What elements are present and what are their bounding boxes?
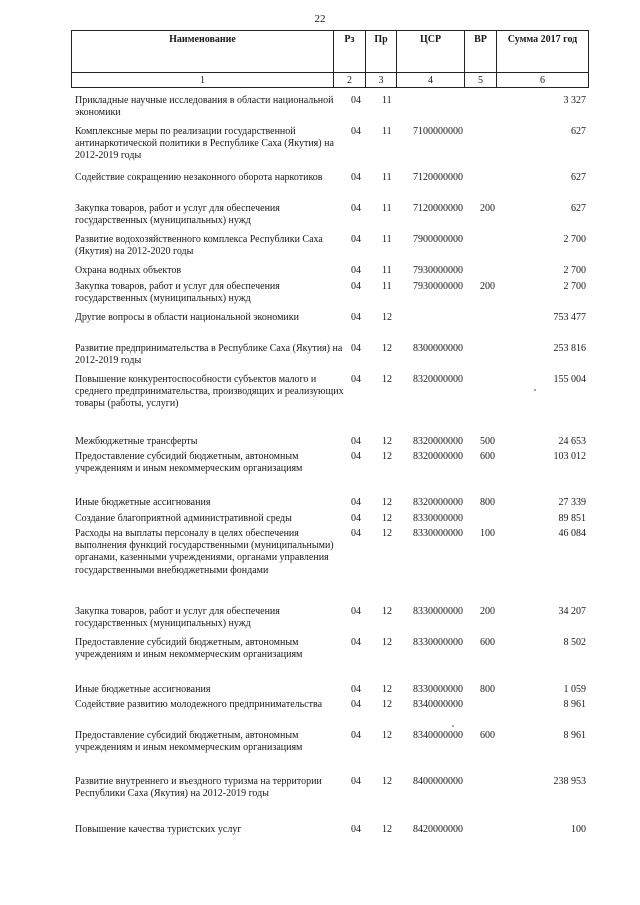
row-name: Повышение качества туристских услуг xyxy=(75,824,242,835)
row-name: Другие вопросы в области национальной экономики xyxy=(75,312,299,323)
row-sum: 27 339 xyxy=(558,497,586,508)
row-csr: 8420000000 xyxy=(413,824,463,835)
row-pr: 11 xyxy=(382,234,392,245)
row-rz: 04 xyxy=(351,451,361,462)
row-pr: 12 xyxy=(382,528,392,539)
row-name: Иные бюджетные ассигнования xyxy=(75,684,211,695)
column-number: 5 xyxy=(465,73,497,88)
row-name: Охрана водных объектов xyxy=(75,265,182,276)
scan-speck xyxy=(452,725,454,727)
row-name: Закупка товаров, работ и услуг для обеспечения государственных (муниципальных) нужд xyxy=(75,203,280,227)
row-rz: 04 xyxy=(351,824,361,835)
row-csr: 8340000000 xyxy=(413,730,463,741)
row-csr: 8330000000 xyxy=(413,637,463,648)
row-pr: 11 xyxy=(382,126,392,137)
row-vr: 200 xyxy=(480,203,495,214)
row-rz: 04 xyxy=(351,776,361,787)
row-pr: 11 xyxy=(382,95,392,106)
row-pr: 12 xyxy=(382,497,392,508)
row-rz: 04 xyxy=(351,234,361,245)
row-pr: 11 xyxy=(382,265,392,276)
row-vr: 200 xyxy=(480,606,495,617)
row-name: Межбюджетные трансферты xyxy=(75,436,198,447)
row-sum: 100 xyxy=(571,824,586,835)
row-sum: 8 961 xyxy=(563,730,586,741)
row-name: Расходы на выплаты персоналу в целях обеспечения выполнения функций государственными (муниципальными) органами, казенными учреждениями, органами управления государственными внебюджетными фондами xyxy=(75,528,334,576)
row-rz: 04 xyxy=(351,513,361,524)
row-name: Повышение конкурентоспособности субъектов малого и среднего предпринимательства, производящих и реализующих товары (работы, услуги) xyxy=(75,374,344,410)
row-csr: 8330000000 xyxy=(413,528,463,539)
row-rz: 04 xyxy=(351,126,361,137)
row-vr: 600 xyxy=(480,637,495,648)
row-sum: 253 816 xyxy=(553,343,586,354)
row-csr: 8330000000 xyxy=(413,513,463,524)
row-csr: 7100000000 xyxy=(413,126,463,137)
header-row xyxy=(72,31,589,73)
row-name: Иные бюджетные ассигнования xyxy=(75,497,211,508)
row-pr: 12 xyxy=(382,343,392,354)
row-name: Предоставление субсидий бюджетным, автономным учреждениям и иным некоммерческим организациям xyxy=(75,730,303,754)
row-csr: 7120000000 xyxy=(413,172,463,183)
row-rz: 04 xyxy=(351,265,361,276)
row-pr: 12 xyxy=(382,699,392,710)
row-pr: 12 xyxy=(382,513,392,524)
column-number: 4 xyxy=(397,73,465,88)
row-sum: 753 477 xyxy=(553,312,586,323)
row-name: Предоставление субсидий бюджетным, автономным учреждениям и иным некоммерческим организациям xyxy=(75,637,303,661)
row-sum: 2 700 xyxy=(563,281,586,292)
row-vr: 800 xyxy=(480,497,495,508)
row-sum: 8 502 xyxy=(563,637,586,648)
row-sum: 627 xyxy=(571,172,586,183)
row-vr: 600 xyxy=(480,451,495,462)
row-csr: 8320000000 xyxy=(413,497,463,508)
row-vr: 500 xyxy=(480,436,495,447)
row-csr: 7120000000 xyxy=(413,203,463,214)
row-csr: 7930000000 xyxy=(413,265,463,276)
row-sum: 46 084 xyxy=(558,528,586,539)
row-rz: 04 xyxy=(351,436,361,447)
row-pr: 11 xyxy=(382,281,392,292)
row-pr: 12 xyxy=(382,451,392,462)
header-pr: Пр xyxy=(366,31,397,73)
page-number: 22 xyxy=(314,13,326,25)
row-csr: 8400000000 xyxy=(413,776,463,787)
column-number: 2 xyxy=(334,73,366,88)
row-sum: 24 653 xyxy=(558,436,586,447)
row-name: Содействие развитию молодежного предпринимательства xyxy=(75,699,323,710)
row-sum: 3 327 xyxy=(563,95,586,106)
row-sum: 34 207 xyxy=(558,606,586,617)
row-name: Предоставление субсидий бюджетным, автономным учреждениям и иным некоммерческим организациям xyxy=(75,451,303,475)
row-name: Закупка товаров, работ и услуг для обеспечения государственных (муниципальных) нужд xyxy=(75,606,280,630)
row-csr: 7930000000 xyxy=(413,281,463,292)
row-sum: 8 961 xyxy=(563,699,586,710)
row-name: Прикладные научные исследования в области национальной экономики xyxy=(75,95,334,119)
row-rz: 04 xyxy=(351,699,361,710)
row-name: Содействие сокращению незаконного оборота наркотиков xyxy=(75,172,323,183)
row-name: Создание благоприятной административной среды xyxy=(75,513,292,524)
row-csr: 8320000000 xyxy=(413,436,463,447)
header-name: Наименование xyxy=(72,31,334,73)
row-pr: 11 xyxy=(382,203,392,214)
row-pr: 12 xyxy=(382,374,392,385)
row-rz: 04 xyxy=(351,374,361,385)
row-sum: 89 851 xyxy=(558,513,586,524)
row-pr: 12 xyxy=(382,606,392,617)
row-pr: 12 xyxy=(382,312,392,323)
row-rz: 04 xyxy=(351,172,361,183)
row-rz: 04 xyxy=(351,730,361,741)
row-csr: 8330000000 xyxy=(413,606,463,617)
row-sum: 2 700 xyxy=(563,265,586,276)
row-pr: 12 xyxy=(382,637,392,648)
row-sum: 2 700 xyxy=(563,234,586,245)
row-name: Развитие водохозяйственного комплекса Республики Саха (Якутия) на 2012-2020 годы xyxy=(75,234,323,258)
column-number-row xyxy=(72,73,589,88)
row-pr: 12 xyxy=(382,824,392,835)
column-number: 6 xyxy=(497,73,589,88)
row-rz: 04 xyxy=(351,684,361,695)
row-vr: 600 xyxy=(480,730,495,741)
row-rz: 04 xyxy=(351,497,361,508)
table-header xyxy=(71,30,589,88)
header-sum: Сумма 2017 год xyxy=(497,31,589,73)
column-number: 1 xyxy=(72,73,334,88)
row-sum: 1 059 xyxy=(563,684,586,695)
header-rz: Рз xyxy=(334,31,366,73)
row-sum: 155 004 xyxy=(553,374,586,385)
row-pr: 12 xyxy=(382,776,392,787)
scan-speck xyxy=(534,389,536,391)
row-rz: 04 xyxy=(351,637,361,648)
row-sum: 627 xyxy=(571,203,586,214)
row-vr: 100 xyxy=(480,528,495,539)
row-pr: 11 xyxy=(382,172,392,183)
row-pr: 12 xyxy=(382,730,392,741)
row-sum: 238 953 xyxy=(553,776,586,787)
row-name: Комплексные меры по реализации государственной антинаркотической политики в Республике Саха (Якутия) на 2012-2019 годы xyxy=(75,126,334,162)
row-rz: 04 xyxy=(351,95,361,106)
row-csr: 8330000000 xyxy=(413,684,463,695)
row-rz: 04 xyxy=(351,606,361,617)
row-csr: 7900000000 xyxy=(413,234,463,245)
row-rz: 04 xyxy=(351,528,361,539)
row-pr: 12 xyxy=(382,436,392,447)
row-pr: 12 xyxy=(382,684,392,695)
row-name: Закупка товаров, работ и услуг для обеспечения государственных (муниципальных) нужд xyxy=(75,281,280,305)
row-csr: 8320000000 xyxy=(413,451,463,462)
row-vr: 200 xyxy=(480,281,495,292)
row-vr: 800 xyxy=(480,684,495,695)
row-csr: 8340000000 xyxy=(413,699,463,710)
row-rz: 04 xyxy=(351,343,361,354)
row-csr: 8300000000 xyxy=(413,343,463,354)
row-name: Развитие предпринимательства в Республике Саха (Якутия) на 2012-2019 годы xyxy=(75,343,343,367)
row-sum: 103 012 xyxy=(553,451,586,462)
header-vr: ВР xyxy=(465,31,497,73)
row-rz: 04 xyxy=(351,203,361,214)
column-number: 3 xyxy=(366,73,397,88)
row-rz: 04 xyxy=(351,312,361,323)
row-sum: 627 xyxy=(571,126,586,137)
header-csr: ЦСР xyxy=(397,31,465,73)
row-rz: 04 xyxy=(351,281,361,292)
row-csr: 8320000000 xyxy=(413,374,463,385)
row-name: Развитие внутреннего и въездного туризма на территории Республики Саха (Якутия) на 2012-2019 годы xyxy=(75,776,322,800)
